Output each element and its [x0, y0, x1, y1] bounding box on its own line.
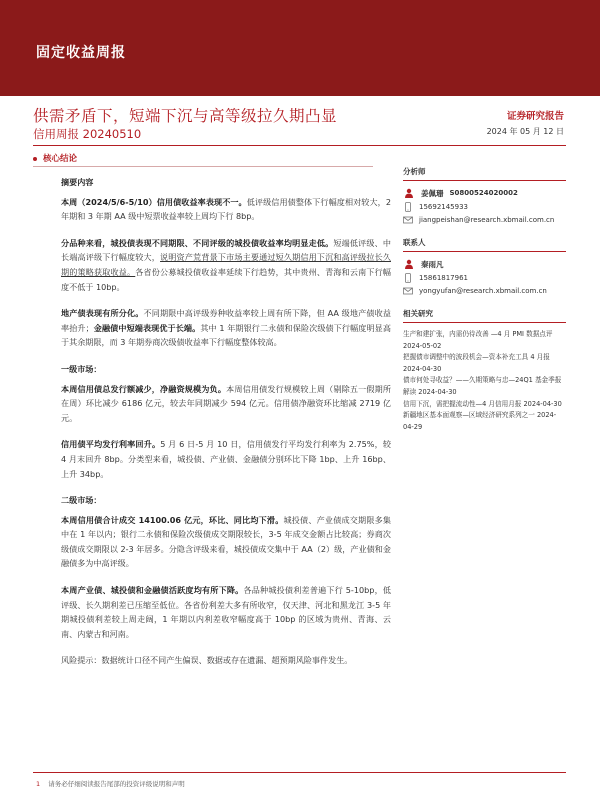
- section-divider: [33, 166, 373, 167]
- paragraph-activity: 本周产业债、城投债和金融债活跃度均有所下降。各品种城投债利差普遍下行 5-10bp，低评级、长久期利差已压缩至低位。各省份利差大多有所收窄，仅天津、河北和黑龙江 3-5 年期城投债利差较上周走阔，1 年期以内利差收窄幅度高于 10bp 的区域为贵州、青海、云南、内蒙古和河南。: [61, 585, 391, 639]
- top-banner: [0, 0, 600, 96]
- phone-icon: [403, 273, 413, 283]
- footer-disclaimer: 请务必仔细阅读报告尾部的投资评级说明和声明: [48, 780, 185, 788]
- paragraph-rates: 信用债平均发行利率回升。5 月 6 日-5 月 10 日，信用债发行平均发行利率为 2.75%，较 4 月末回升 8bp。分类型来看，城投债、产业债、金融债分别环比下降 1bp、上升 16bp、上升 34bp。: [61, 439, 391, 479]
- paragraph-issuance: 本周信用债总发行额减少，净融资规模为负。本周信用债发行规模较上周（剔除五一假期所在周）环比减少 6186 亿元，较去年同期减少 594 亿元。信用债净融资环比缩减 2719 亿元。: [61, 383, 391, 423]
- analyst-phone: 15692145933: [419, 203, 468, 211]
- paragraph-turnover: 本周信用债合计成交 14100.06 亿元，环比、同比均下滑。城投债、产业债成交期限多集中在 1 年以内；银行二永债和保险次级债成交期限较长，3-5 年成交金额占比较高；券商次级债成交期限以 2-3 年居多。分隐含评级来看，城投债成交集中于 AA（2）级，产业债和金融债多为中高评级。: [61, 514, 391, 569]
- title-divider: [33, 145, 566, 146]
- contact-email[interactable]: yongyufan@research.xbmail.com.cn: [419, 287, 547, 295]
- person-icon: [403, 258, 415, 270]
- core-section-title: 核心结论: [43, 154, 78, 164]
- primary-market-label: 一级市场：: [61, 363, 102, 374]
- contact-heading: 联系人: [403, 237, 566, 252]
- email-icon: [403, 286, 413, 296]
- analyst-phone-row: [403, 202, 566, 212]
- banner-title: 固定收益周报: [36, 45, 126, 61]
- report-date: 2024 年 05 月 12 日: [486, 127, 564, 136]
- analyst-heading: 分析师: [403, 166, 566, 181]
- main-content: [61, 175, 391, 680]
- related-item[interactable]: 新疆地区基本面观察—区域经济研究系列之一 2024-04-29: [403, 411, 557, 431]
- bullet-dot-icon: [33, 157, 37, 161]
- core-section-heading: [33, 152, 77, 164]
- related-list: [403, 329, 566, 433]
- analyst-name: 姜佩珊: [421, 188, 444, 198]
- contact-phone: 15861817961: [419, 274, 468, 282]
- secondary-market-label: 二级市场：: [61, 495, 102, 506]
- related-item[interactable]: 债市何处寻收益？——久期策略与忠—24Q1 基金季报解读 2024-04-30: [403, 376, 562, 396]
- contact-name: 秦雨凡: [421, 259, 444, 269]
- paragraph-yields: 本周（2024/5/6-5/10）信用债收益率表现不一。低评级信用债整体下行幅度相对较大，2 年期和 3 年期 AA 级中短票收益率较上周均下行 8bp。: [61, 196, 392, 222]
- contact-row: [403, 258, 566, 270]
- footer-divider: [33, 772, 566, 773]
- analyst-cert: S0800524020002: [449, 189, 518, 197]
- paragraph-varieties: 分品种来看，城投债表现不同期限、不同评级的城投债收益率均明显走低。短端低评级、中长端高评级下行幅度较大，说明资产荒背景下市场主要通过短久期信用下沉和高评级拉长久期的策略获取收益。各省份公募城投债收益率延续下行趋势，其中贵州、青海和云南下行幅度不低于 10bp。: [61, 237, 391, 292]
- risk-warning: 风险提示：数据统计口径不同产生偏误、数据或存在遗漏、超预期风险事件发生。: [61, 655, 353, 666]
- page-number: 1: [36, 780, 41, 788]
- report-subtitle: 信用周报 20240510: [33, 127, 142, 141]
- person-icon: [403, 187, 415, 199]
- analyst-email-row: [403, 215, 566, 225]
- paragraph-property: 地产债表现有所分化。不同期限中高评级券种收益率较上周有所下降，但 AA 级地产债收益率抬升；金融债中短端表现优于长端。其中 1 年期银行二永债和保险次级债下行幅度明显高于其余期限，而 3 年期券商次级债收益率下行幅度整体较高。: [61, 308, 391, 348]
- related-heading: 相关研究: [403, 308, 566, 323]
- contact-email-row: [403, 286, 566, 296]
- analyst-row: [403, 187, 566, 199]
- phone-icon: [403, 202, 413, 212]
- related-item[interactable]: 生产和建扩张，内需仍待改善 —4 月 PMI 数据点评 2024-05-02: [403, 330, 553, 350]
- report-title: 供需矛盾下，短端下沉与高等级拉久期凸显: [33, 107, 338, 125]
- related-item[interactable]: 信用下沉，需把握流动性—4 月信用月报 2024-04-30: [403, 399, 562, 408]
- report-type: 证券研究报告: [506, 111, 564, 122]
- email-icon: [403, 215, 413, 225]
- sidebar: [403, 166, 566, 433]
- contact-phone-row: [403, 273, 566, 283]
- analyst-email[interactable]: jiangpeishan@research.xbmail.com.cn: [419, 216, 555, 224]
- related-item[interactable]: 把握债市调整中的波段机会—资本补充工具 4 月报 2024-04-30: [403, 353, 550, 373]
- summary-label: 摘要内容: [61, 177, 94, 187]
- footer: [36, 779, 185, 788]
